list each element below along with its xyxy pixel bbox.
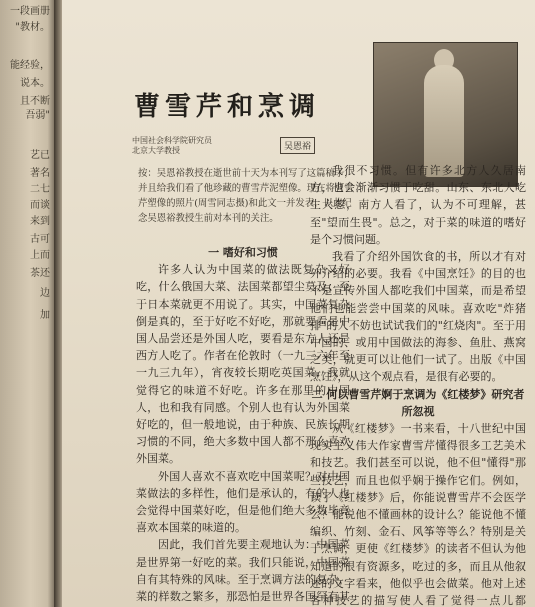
right-page [62,0,535,607]
editor-note: 按：吴恩裕教授在逝世前十天为本刊写了这篇稿子，并且给我们看了他珍藏的曹雪芹泥塑像。现在将曹雪芹塑像的照片(周雪同志摄)和此文一并发表，以此纪念吴恩裕教授生前对本刊的关注。 [138,168,354,224]
left-page-fragment: 一段画册 [10,6,50,17]
affiliation-line-2: 北京大学教授 [132,146,180,155]
left-page-fragment: 说本。 [20,78,50,89]
left-page-fragment: 古可 [30,234,50,245]
body-paragraph: 从《红楼梦》一书来看，十八世纪中国现实主义伟大作家曹雪芹懂得很多工艺美术和技艺。我们甚至可以说，他不但"懂得"那些技艺，而且也似乎娴于操作它们。例如，读了《红楼梦》后，你能说曹雪芹不会医学么？能说他不懂画林的设计么？能说他不懂编织、竹刻、金石、风筝等等么？特别是关于烹调，更使《红楼梦》的读者不但认为他知道的很有资源多，吃过的多，而且从他叙述的文字看来，他似乎也会做菜。他对上述各种技艺的描写使人看了觉得一点儿都 [310,422,526,607]
section-heading: 一 嗜好和习惯 [208,246,278,259]
body-paragraph: 我看了介绍外国饮食的书，所以才有对外介绍的必要。我看《中国烹饪》的目的也不是宣传外国人都吃我们中国菜，而是希望他们也能尝尝中国菜的风味。喜欢吃"炸猪排"的人不妨也试试我们的"红烧肉"。至于用中国的、或用中国做法的海参、鱼肚、燕窝之类，就更可以让他们一试了。出版《中国烹饪》，从这个观点看，是很有必要的。 [310,250,526,384]
left-page-fragment: 艺已 [30,150,50,161]
left-page-fragment: 茶还 [30,268,50,279]
left-page-fragment: 边 [40,288,50,299]
left-page-fragment: "教材。 [15,22,50,33]
left-page-fragment: 加 [40,310,50,321]
left-page-fragment: 来到 [30,216,50,227]
left-page-fragment: 且不断 [20,96,50,107]
body-paragraph: 许多人认为中国菜的做法既复杂又好吃，什么俄国大菜、法国菜都望尘莫及；至于日本菜就更不用说了。其实，中国菜复杂倒是真的，至于好吃不好吃，那就要看是中国人品尝还是外国人吃，要看是东方人还是西方人吃了。作者在伦敦时（一九三六年至一九三九年），宵夜较长期吃英国菜，我就觉得它的味道不好吃。许多在那里的中国人，也和我有同感。个别人也有认为外国菜好吃的，但一般地说，由于种族、民族长期习惯的不同，绝大多数中国人都不那么喜欢外国菜。 [136,263,350,466]
left-page-fragment: 而谈 [30,200,50,211]
article-title: 曹雪芹和烹调 [134,92,321,122]
left-page-fragment: 二七 [30,184,50,195]
body-paragraph: 因此，我们首先要主观地认为：中国菜是世界第一好吃的菜。我们只能说，中国菜自有其特殊的风味。至于烹调方法的复杂，菜的样数之繁多，那恐怕是世界各国罕有其 [136,538,350,604]
statue-figure [424,65,464,177]
left-page-fragment: 能经验， [10,60,50,71]
body-paragraph: 我很不习惯。但有许多北方人久居南方，也会渐渐习惯于吃甜。山东、东北人吃生大葱，南方人看了，认为不可理解，甚至"望而生畏"。总之，对于菜的味道的嗜好是个习惯问题。 [310,164,526,246]
affiliation-line-1: 中国社会科学院研究员 [132,136,212,145]
left-page-fragment: 上而 [30,250,50,261]
section-heading: 二 何以曹雪芹婀于烹调为《红楼梦》研究者所忽视 [311,387,525,418]
left-page-fragment: 吾弱" [25,110,50,121]
left-page [0,0,56,607]
author-name: 吴恩裕 [280,137,315,154]
column-right [310,162,526,607]
author-affiliation [132,136,212,156]
body-paragraph: 外国人喜欢不喜欢吃中国菜呢？对中国菜做法的多样性，他们是承认的，有的人也会觉得中国菜好吃，但是他们绝大多数毕竟喜欢本国菜的味道的。 [136,469,350,535]
left-page-fragment: 著名 [30,168,50,179]
